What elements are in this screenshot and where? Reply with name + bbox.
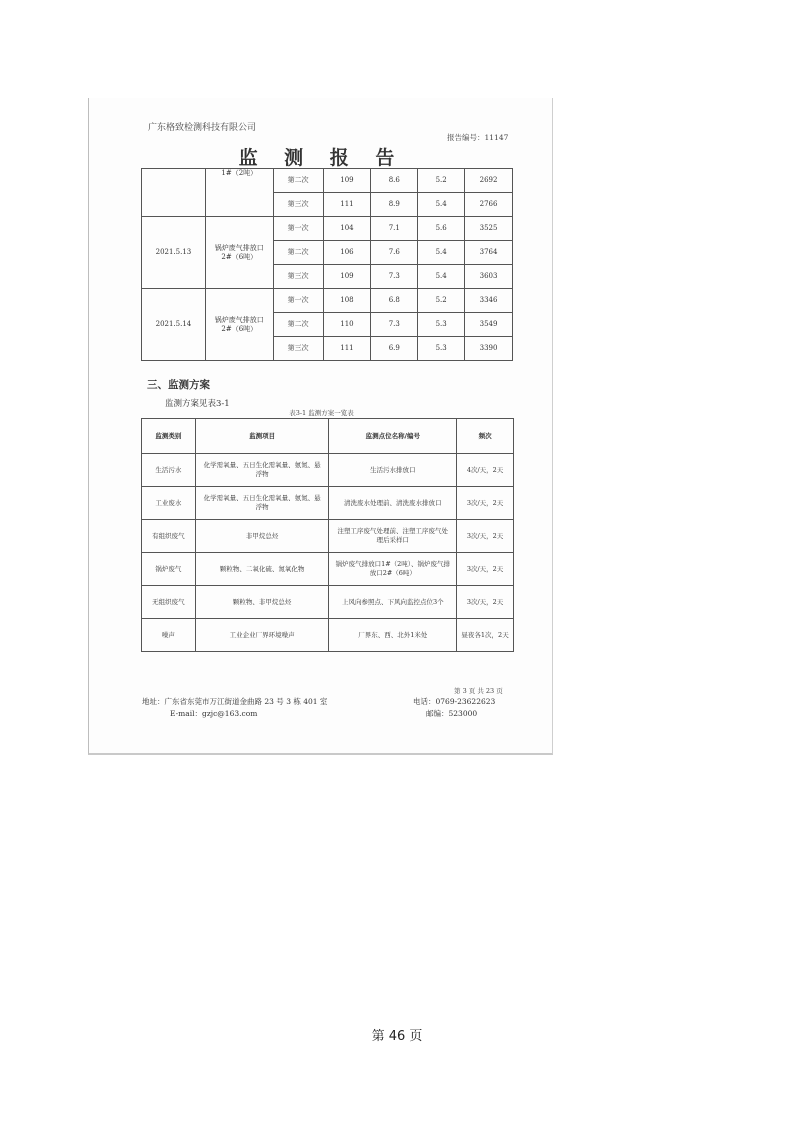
value-cell: 109 (323, 169, 371, 193)
company-telephone: 电话：0769-23622623 (413, 697, 496, 706)
table-row (142, 289, 513, 313)
point-cell: 锅炉废气排放口2#（6吨） (205, 217, 273, 289)
value-cell: 7.3 (371, 313, 418, 337)
freq-cell: 3次/天，2天 (457, 487, 514, 520)
times-cell: 第三次 (273, 265, 323, 289)
date-cell (142, 169, 206, 217)
column-header: 监测项目 (195, 419, 329, 454)
freq-cell: 3次/天，2天 (457, 586, 514, 619)
company-name: 广东格致检测科技有限公司 (148, 123, 257, 133)
category-cell: 无组织废气 (142, 586, 196, 619)
category-cell: 有组织废气 (142, 520, 196, 553)
items-cell: 工业企业厂界环境噪声 (195, 619, 329, 652)
value-cell: 3549 (465, 313, 513, 337)
value-cell: 5.2 (418, 169, 465, 193)
category-cell: 噪声 (142, 619, 196, 652)
points-cell: 上风向参照点、下风向监控点位3个 (329, 586, 457, 619)
scanned-report-page (88, 98, 553, 755)
table-row (142, 487, 514, 520)
monitoring-plan-table (141, 418, 514, 652)
value-cell: 110 (323, 313, 371, 337)
column-header: 监测类别 (142, 419, 196, 454)
items-cell: 化学需氧量、五日生化需氧量、氨氮、悬浮物 (195, 487, 329, 520)
table-header-row (142, 419, 514, 454)
table-row (142, 553, 514, 586)
items-cell: 化学需氧量、五日生化需氧量、氨氮、悬浮物 (195, 454, 329, 487)
results-table (141, 168, 513, 361)
company-address: 地址：广东省东莞市万江街道金曲路 23 号 3 栋 401 室 (142, 697, 328, 706)
section-heading: 三、监测方案 (147, 379, 210, 391)
value-cell: 2766 (465, 193, 513, 217)
times-cell: 第三次 (273, 193, 323, 217)
value-cell: 5.3 (418, 313, 465, 337)
times-cell: 第三次 (273, 337, 323, 361)
freq-cell: 3次/天，2天 (457, 520, 514, 553)
value-cell: 109 (323, 265, 371, 289)
times-cell: 第二次 (273, 313, 323, 337)
value-cell: 7.6 (371, 241, 418, 265)
table-row (142, 454, 514, 487)
points-cell: 清洗废水处理前、清洗废水排放口 (329, 487, 457, 520)
value-cell: 6.9 (371, 337, 418, 361)
value-cell: 5.2 (418, 289, 465, 313)
value-cell: 5.4 (418, 265, 465, 289)
value-cell: 3346 (465, 289, 513, 313)
value-cell: 5.3 (418, 337, 465, 361)
times-cell: 第一次 (273, 289, 323, 313)
table-row (142, 586, 514, 619)
items-cell: 非甲烷总烃 (195, 520, 329, 553)
points-cell: 注塑工序废气处理前、注塑工序废气处理后采样口 (329, 520, 457, 553)
value-cell: 111 (323, 193, 371, 217)
point-cell: 锅炉废气排放口2#（6吨） (205, 289, 273, 361)
value-cell: 5.4 (418, 193, 465, 217)
point-cell: 1#（2吨） (205, 169, 273, 217)
report-title: 监 测 报 告 (238, 147, 405, 169)
company-email: E-mail：gzjc@163.com (170, 709, 258, 718)
value-cell: 3525 (465, 217, 513, 241)
category-cell: 工业废水 (142, 487, 196, 520)
company-postcode: 邮编：523000 (426, 709, 478, 718)
category-cell: 生活污水 (142, 454, 196, 487)
value-cell: 3603 (465, 265, 513, 289)
table-caption: 表3-1 监测方案一览表 (289, 409, 354, 417)
freq-cell: 4次/天，2天 (457, 454, 514, 487)
items-cell: 颗粒物、二氧化硫、氮氧化物 (195, 553, 329, 586)
report-number: 报告编号：11147 (447, 133, 509, 142)
date-cell: 2021.5.14 (142, 289, 206, 361)
table-row (142, 619, 514, 652)
value-cell: 6.8 (371, 289, 418, 313)
table-row (142, 217, 513, 241)
freq-cell: 昼夜各1次，2天 (457, 619, 514, 652)
value-cell: 7.3 (371, 265, 418, 289)
points-cell: 锅炉废气排放口1#（2吨）、锅炉废气排放口2#（6吨） (329, 553, 457, 586)
points-cell: 生活污水排放口 (329, 454, 457, 487)
freq-cell: 3次/天，2天 (457, 553, 514, 586)
value-cell: 106 (323, 241, 371, 265)
page-info: 第 3 页 共 23 页 (454, 687, 503, 695)
value-cell: 7.1 (371, 217, 418, 241)
value-cell: 108 (323, 289, 371, 313)
page-number: 第 46 页 (371, 1029, 423, 1044)
column-header: 监测点位名称/编号 (329, 419, 457, 454)
date-cell: 2021.5.13 (142, 217, 206, 289)
value-cell: 5.6 (418, 217, 465, 241)
table-row (142, 520, 514, 553)
times-cell: 第二次 (273, 169, 323, 193)
times-cell: 第一次 (273, 217, 323, 241)
times-cell: 第二次 (273, 241, 323, 265)
value-cell: 104 (323, 217, 371, 241)
section-intro: 监测方案见表3-1 (165, 399, 230, 409)
value-cell: 111 (323, 337, 371, 361)
column-header: 频次 (457, 419, 514, 454)
value-cell: 8.9 (371, 193, 418, 217)
table-row (142, 169, 513, 193)
points-cell: 厂界东、西、北外1米处 (329, 619, 457, 652)
value-cell: 3764 (465, 241, 513, 265)
value-cell: 3390 (465, 337, 513, 361)
value-cell: 8.6 (371, 169, 418, 193)
value-cell: 2692 (465, 169, 513, 193)
category-cell: 锅炉废气 (142, 553, 196, 586)
value-cell: 5.4 (418, 241, 465, 265)
items-cell: 颗粒物、非甲烷总烃 (195, 586, 329, 619)
